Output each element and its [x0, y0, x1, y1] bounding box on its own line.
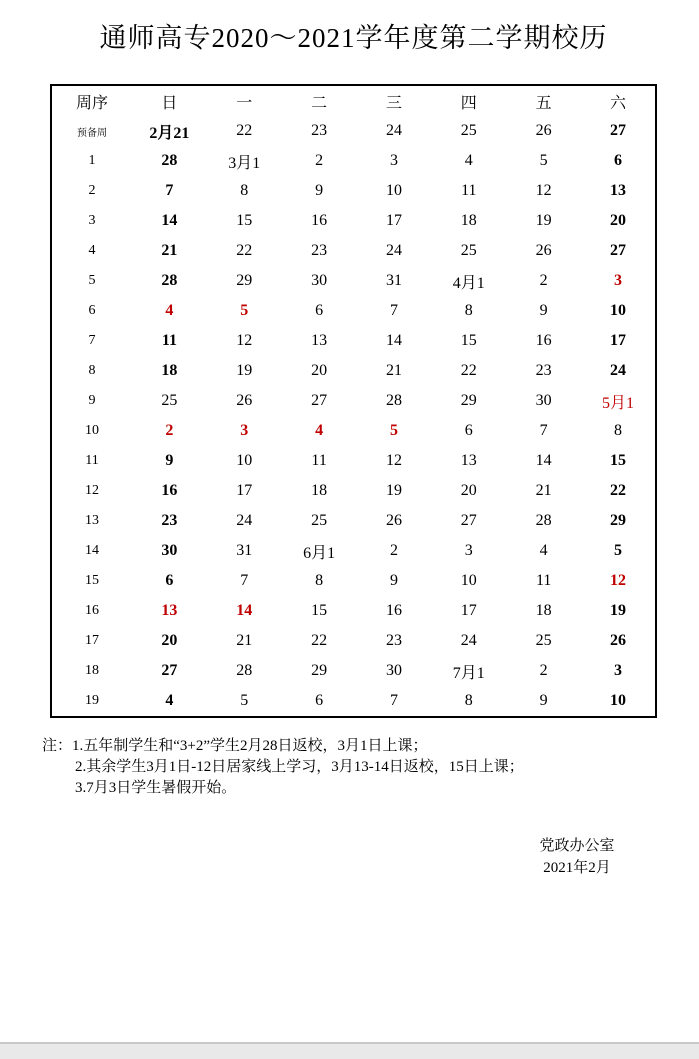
day-cell: 29 — [311, 662, 328, 679]
day-cell: 27 — [610, 242, 627, 259]
day-cell: 11 — [461, 182, 477, 199]
day-cell: 25 — [460, 242, 477, 259]
day-cell: 22 — [236, 242, 253, 259]
day-cell: 22 — [311, 632, 328, 649]
note-line-1 — [42, 736, 662, 757]
header-day-2: 一 — [236, 94, 253, 112]
day-cell: 15 — [311, 602, 328, 619]
day-cell: 26 — [236, 392, 253, 409]
week-number: 16 — [85, 603, 99, 618]
day-cell: 21 — [385, 362, 402, 379]
day-cell: 24 — [385, 122, 402, 139]
day-cell: 8 — [315, 572, 324, 589]
week-number: 17 — [85, 633, 99, 648]
week-number: 6 — [88, 303, 96, 318]
day-cell: 24 — [236, 512, 253, 529]
calendar-week-row — [51, 566, 656, 596]
viewer-edge-strip — [0, 1042, 699, 1059]
day-cell: 16 — [535, 332, 552, 349]
day-cell: 27 — [311, 392, 328, 409]
calendar-week-row — [51, 266, 656, 296]
day-cell: 10 — [610, 692, 627, 709]
day-cell: 14 — [236, 602, 253, 619]
day-cell: 11 — [311, 452, 327, 469]
day-cell: 5月1 — [602, 394, 635, 412]
day-cell: 4 — [464, 152, 473, 169]
week-number: 14 — [85, 543, 99, 558]
week-number: 2 — [88, 183, 96, 198]
header-day-3: 二 — [311, 94, 328, 112]
day-cell: 12 — [236, 332, 253, 349]
day-cell: 21 — [535, 482, 552, 499]
day-cell: 9 — [389, 572, 398, 589]
calendar-week-row — [51, 536, 656, 566]
day-cell: 6 — [315, 302, 324, 319]
day-cell: 5 — [614, 542, 623, 559]
day-cell: 26 — [535, 122, 552, 139]
day-cell: 28 — [385, 392, 402, 409]
day-cell: 6 — [464, 422, 473, 439]
week-number: 8 — [88, 363, 96, 378]
day-cell: 30 — [385, 662, 402, 679]
header-day-6: 五 — [535, 94, 552, 112]
calendar-table — [50, 84, 657, 718]
day-cell: 10 — [385, 182, 402, 199]
day-cell: 5 — [389, 422, 398, 439]
day-cell: 13 — [460, 452, 477, 469]
week-number: 4 — [88, 243, 96, 258]
day-cell: 29 — [236, 272, 253, 289]
day-cell: 18 — [535, 602, 552, 619]
week-number: 预备周 — [77, 127, 107, 139]
day-cell: 17 — [610, 332, 627, 349]
day-cell: 12 — [385, 452, 402, 469]
header-day-1: 日 — [161, 94, 178, 112]
calendar-body — [51, 116, 656, 717]
week-number: 19 — [85, 693, 99, 708]
day-cell: 4 — [165, 302, 174, 319]
day-cell: 28 — [161, 152, 178, 169]
day-cell: 3 — [614, 662, 623, 679]
day-cell: 22 — [610, 482, 627, 499]
day-cell: 30 — [535, 392, 552, 409]
day-cell: 17 — [385, 212, 402, 229]
day-cell: 22 — [236, 122, 253, 139]
day-cell: 2 — [539, 272, 548, 289]
calendar-week-row — [51, 476, 656, 506]
day-cell: 30 — [311, 272, 328, 289]
day-cell: 8 — [240, 182, 249, 199]
day-cell: 29 — [610, 512, 627, 529]
day-cell: 10 — [460, 572, 477, 589]
day-cell: 10 — [236, 452, 253, 469]
day-cell: 14 — [161, 212, 178, 229]
week-number: 9 — [88, 393, 96, 408]
day-cell: 15 — [236, 212, 253, 229]
signature-date: 2021年2月 — [543, 860, 611, 876]
week-number: 12 — [85, 483, 99, 498]
day-cell: 16 — [385, 602, 402, 619]
note-prefix: 注： — [42, 738, 73, 754]
day-cell: 28 — [236, 662, 253, 679]
day-cell: 4月1 — [452, 274, 485, 292]
day-cell: 2 — [389, 542, 398, 559]
day-cell: 29 — [460, 392, 477, 409]
day-cell: 12 — [610, 572, 627, 589]
day-cell: 15 — [610, 452, 627, 469]
day-cell: 19 — [385, 482, 402, 499]
day-cell: 6 — [614, 152, 623, 169]
day-cell: 16 — [161, 482, 178, 499]
day-cell: 18 — [311, 482, 328, 499]
day-cell: 27 — [161, 662, 178, 679]
day-cell: 31 — [385, 272, 402, 289]
day-cell: 24 — [385, 242, 402, 259]
day-cell: 8 — [464, 692, 473, 709]
header-day-7: 六 — [610, 94, 627, 112]
day-cell: 3 — [614, 272, 623, 289]
day-cell: 18 — [161, 362, 178, 379]
header-week-order: 周序 — [75, 94, 108, 112]
day-cell: 24 — [460, 632, 477, 649]
day-cell: 9 — [165, 452, 174, 469]
week-number: 5 — [88, 273, 96, 288]
note-line-3: 3.7月3日学生暑假开始。 — [75, 780, 237, 796]
week-number: 10 — [85, 423, 99, 438]
day-cell: 26 — [385, 512, 402, 529]
note-line-2: 2.其余学生3月1日-12日居家线上学习，3月13-14日返校，15日上课； — [75, 759, 524, 775]
calendar-week-row — [51, 656, 656, 686]
day-cell: 8 — [464, 302, 473, 319]
day-cell: 19 — [535, 212, 552, 229]
week-number: 1 — [88, 153, 96, 168]
day-cell: 10 — [610, 302, 627, 319]
signature-block — [497, 835, 657, 879]
header-day-4: 三 — [385, 94, 402, 112]
day-cell: 20 — [311, 362, 328, 379]
calendar-header-row — [51, 85, 656, 116]
day-cell: 11 — [535, 572, 552, 589]
day-cell: 3 — [389, 152, 398, 169]
notes-block — [42, 736, 662, 799]
day-cell: 7 — [389, 692, 398, 709]
day-cell: 2 — [315, 152, 324, 169]
day-cell: 9 — [315, 182, 324, 199]
day-cell: 23 — [161, 512, 178, 529]
page-title: 通师高专2020～2021学年度第二学期校历 — [99, 23, 608, 53]
day-cell: 23 — [311, 122, 328, 139]
calendar-week-row — [51, 626, 656, 656]
calendar-week-row — [51, 416, 656, 446]
calendar-week-row — [51, 326, 656, 356]
week-number: 13 — [85, 513, 99, 528]
day-cell: 28 — [161, 272, 178, 289]
calendar-week-row — [51, 596, 656, 626]
calendar-week-row — [51, 176, 656, 206]
day-cell: 2月21 — [149, 124, 190, 142]
day-cell: 7 — [539, 422, 548, 439]
day-cell: 13 — [610, 182, 627, 199]
calendar-week-row — [51, 356, 656, 386]
day-cell: 17 — [236, 482, 253, 499]
day-cell: 7月1 — [452, 664, 485, 682]
day-cell: 5 — [240, 692, 249, 709]
day-cell: 23 — [311, 242, 328, 259]
day-cell: 23 — [535, 362, 552, 379]
day-cell: 7 — [389, 302, 398, 319]
day-cell: 26 — [535, 242, 552, 259]
day-cell: 2 — [539, 662, 548, 679]
day-cell: 20 — [610, 212, 627, 229]
week-number: 11 — [85, 453, 99, 468]
day-cell: 9 — [539, 692, 548, 709]
day-cell: 7 — [165, 182, 174, 199]
calendar-week-row — [51, 446, 656, 476]
day-cell: 2 — [165, 422, 174, 439]
week-number: 3 — [88, 213, 96, 228]
day-cell: 3月1 — [228, 154, 261, 172]
day-cell: 25 — [535, 632, 552, 649]
day-cell: 4 — [315, 422, 324, 439]
day-cell: 6 — [165, 572, 174, 589]
day-cell: 17 — [460, 602, 477, 619]
day-cell: 19 — [236, 362, 253, 379]
day-cell: 30 — [161, 542, 178, 559]
calendar-week-row — [51, 386, 656, 416]
day-cell: 22 — [460, 362, 477, 379]
day-cell: 31 — [236, 542, 253, 559]
calendar-week-row — [51, 296, 656, 326]
calendar-week-row — [51, 686, 656, 717]
day-cell: 9 — [539, 302, 548, 319]
day-cell: 14 — [535, 452, 552, 469]
day-cell: 25 — [161, 392, 178, 409]
day-cell: 20 — [460, 482, 477, 499]
calendar-week-row — [51, 206, 656, 236]
week-number: 15 — [85, 573, 99, 588]
day-cell: 7 — [240, 572, 249, 589]
day-cell: 8 — [614, 422, 623, 439]
day-cell: 19 — [610, 602, 627, 619]
day-cell: 27 — [610, 122, 627, 139]
day-cell: 20 — [161, 632, 178, 649]
day-cell: 21 — [236, 632, 253, 649]
day-cell: 27 — [460, 512, 477, 529]
day-cell: 21 — [161, 242, 178, 259]
day-cell: 13 — [161, 602, 178, 619]
day-cell: 14 — [385, 332, 402, 349]
header-day-5: 四 — [460, 94, 477, 112]
day-cell: 26 — [610, 632, 627, 649]
day-cell: 6 — [315, 692, 324, 709]
day-cell: 24 — [610, 362, 627, 379]
note-text: 1.五年制学生和“3+2”学生2月28日返校，3月1日上课； — [72, 738, 428, 754]
day-cell: 3 — [464, 542, 473, 559]
day-cell: 12 — [535, 182, 552, 199]
day-cell: 25 — [311, 512, 328, 529]
calendar-week-row — [51, 116, 656, 146]
day-cell: 6月1 — [303, 544, 336, 562]
day-cell: 11 — [161, 332, 177, 349]
day-cell: 15 — [460, 332, 477, 349]
calendar-week-row — [51, 506, 656, 536]
day-cell: 23 — [385, 632, 402, 649]
day-cell: 28 — [535, 512, 552, 529]
day-cell: 4 — [539, 542, 548, 559]
day-cell: 13 — [311, 332, 328, 349]
calendar-week-row — [51, 236, 656, 266]
calendar-week-row — [51, 146, 656, 176]
day-cell: 16 — [311, 212, 328, 229]
day-cell: 18 — [460, 212, 477, 229]
week-number: 7 — [88, 333, 96, 348]
day-cell: 5 — [539, 152, 548, 169]
day-cell: 3 — [240, 422, 249, 439]
day-cell: 25 — [460, 122, 477, 139]
day-cell: 4 — [165, 692, 174, 709]
day-cell: 5 — [240, 302, 249, 319]
signature-office: 党政办公室 — [539, 838, 615, 854]
week-number: 18 — [85, 663, 99, 678]
